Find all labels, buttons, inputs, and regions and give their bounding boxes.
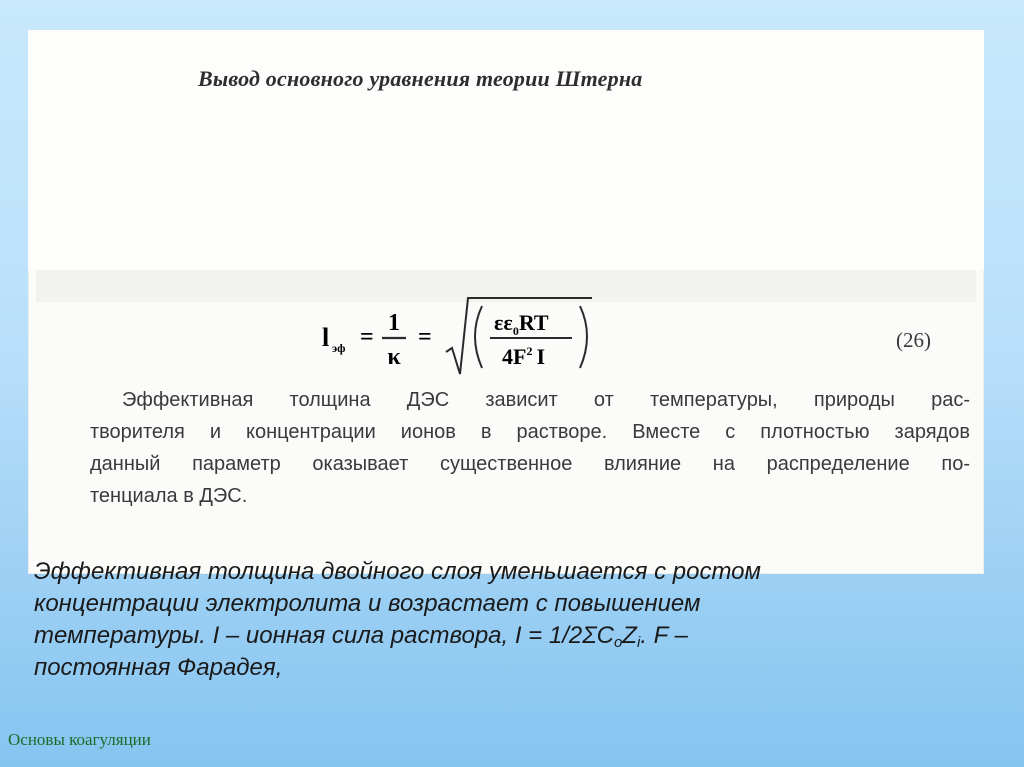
scanned-page-image xyxy=(28,30,984,574)
formula-right-paren xyxy=(580,306,587,368)
scan-paragraph-line: творителя и концентрации ионов в растворе. Вместе с плотностью зарядов xyxy=(90,421,970,443)
caption-line: концентрации электролита и возрастает с повышением xyxy=(34,590,701,617)
scan-paragraph-line: данный параметр оказывает существенное влияние на распределение по- xyxy=(90,453,970,475)
formula-root-numerator: $\varepsilon\varepsilon_0RT$ xyxy=(494,310,549,338)
slide-caption xyxy=(34,556,974,684)
equation-number: (26) xyxy=(896,328,931,352)
formula-lhs-subscript: эф xyxy=(332,341,346,355)
caption-line: Эффективная толщина двойного слоя уменьшается с ростом xyxy=(34,558,761,585)
scan-paragraph-line: тенциала в ДЭС. xyxy=(90,485,248,507)
caption-line: температуры. I – ионная сила раствора, $I = 1/2\Sigma C_oZ_i$. F – xyxy=(34,622,688,651)
formula-fraction-numerator: 1 xyxy=(388,310,400,336)
formula-root-denominator: $4F^2$ I xyxy=(502,344,546,369)
formula-lhs: l xyxy=(322,323,330,352)
formula-equals-2: = xyxy=(418,324,432,350)
stern-formula xyxy=(318,292,598,382)
scan-title: Вывод основного уравнения теории Штерна xyxy=(198,66,643,91)
scan-paragraph-line: Эффективная толщина ДЭС зависит от температуры, природы рас- xyxy=(122,389,970,411)
formula-left-paren xyxy=(475,306,482,368)
scan-paragraph xyxy=(90,384,970,512)
formula-equals-1: = xyxy=(360,324,374,350)
footer-label: Основы коагуляции xyxy=(8,730,151,749)
formula-fraction-denominator: κ xyxy=(387,344,401,370)
caption-line: постоянная Фарадея, xyxy=(34,654,283,681)
